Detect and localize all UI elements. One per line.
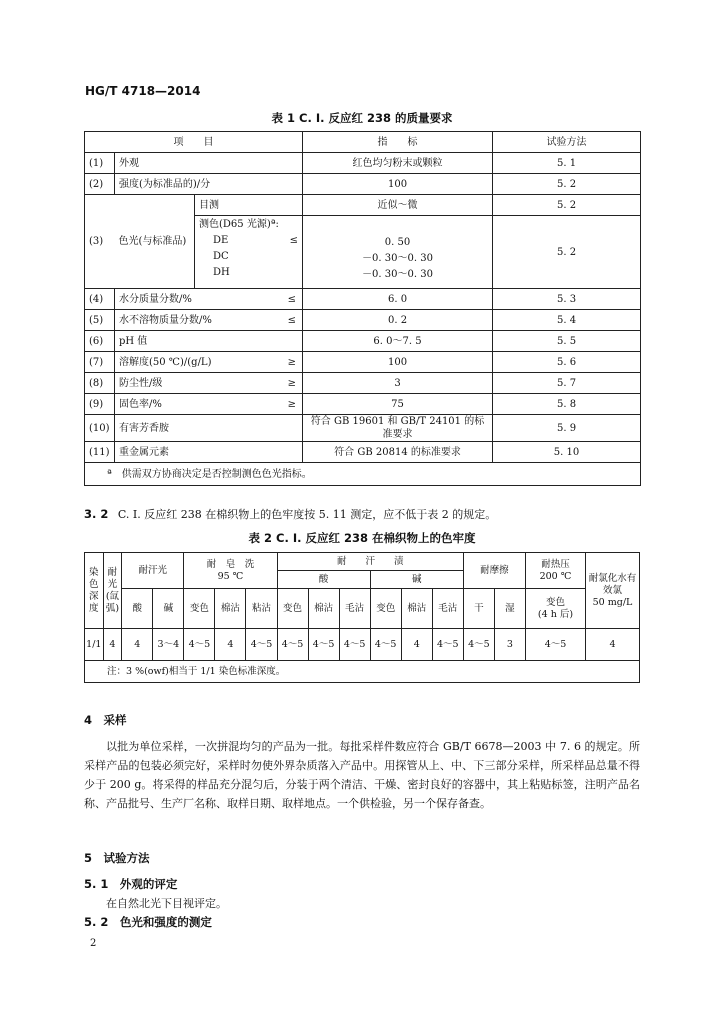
section5-2-heading: 5. 2 色光和强度的测定 bbox=[84, 915, 212, 929]
row-method: 5. 5 bbox=[493, 331, 641, 352]
row-spec: 3 bbox=[303, 373, 493, 394]
shade-de-op: ≤ bbox=[289, 235, 299, 246]
row-spec: 100 bbox=[303, 174, 493, 195]
row-item-cell bbox=[115, 289, 303, 310]
row-item-cell bbox=[115, 310, 303, 331]
section5-1-text: 在自然北光下目视评定。 bbox=[106, 897, 227, 910]
shade-de-label: DE bbox=[213, 235, 229, 246]
row-no: (6) bbox=[85, 331, 115, 352]
row-no: (3) bbox=[85, 195, 115, 289]
table1-caption: 表 1 C. I. 反应红 238 的质量要求 bbox=[271, 111, 453, 125]
row-item: 水不溶物质量分数/% bbox=[119, 314, 212, 326]
row-no: (9) bbox=[85, 394, 115, 415]
row-no: (5) bbox=[85, 310, 115, 331]
h-rub-wet: 湿 bbox=[494, 589, 525, 629]
row-item: 溶解度(50 ℃)/(g/L) bbox=[119, 356, 212, 368]
row-op: ≤ bbox=[287, 314, 297, 326]
quality-requirements-table bbox=[84, 131, 641, 486]
row-method: 5. 8 bbox=[493, 394, 641, 415]
shade-visual-spec: 近似～微 bbox=[303, 195, 493, 216]
row-method: 5. 6 bbox=[493, 352, 641, 373]
row-no: (7) bbox=[85, 352, 115, 373]
clause-3-2 bbox=[84, 506, 496, 522]
h-hot-press-cell bbox=[525, 553, 585, 589]
table-row bbox=[85, 331, 641, 352]
shade-dc-label: DC bbox=[213, 251, 229, 262]
row-method: 5. 9 bbox=[493, 415, 641, 442]
table-row bbox=[85, 394, 641, 415]
color-fastness-table bbox=[84, 552, 640, 683]
row-item-cell bbox=[115, 373, 303, 394]
shade-de-line bbox=[199, 234, 298, 247]
row-method: 5. 2 bbox=[493, 174, 641, 195]
cell-depth: 1/1 bbox=[85, 629, 104, 661]
h-wash-change: 变色 bbox=[184, 589, 215, 629]
shade-de-spec: 0. 50 bbox=[384, 237, 411, 248]
row-item: 有害芳香胺 bbox=[115, 415, 303, 442]
row-spec: 100 bbox=[303, 352, 493, 373]
h-acid-wool: 毛沾 bbox=[339, 589, 370, 629]
cell-rub-dry: 4～5 bbox=[463, 629, 494, 661]
h-chlorine-conc: 50 mg/L bbox=[592, 596, 633, 608]
row-spec: 6. 0～7. 5 bbox=[303, 331, 493, 352]
row-item: 防尘性/级 bbox=[119, 377, 163, 389]
row-no: (1) bbox=[85, 153, 115, 174]
cell-rub-wet: 3 bbox=[494, 629, 525, 661]
cell-alkali-wool: 4～5 bbox=[432, 629, 463, 661]
table-footnote-row bbox=[85, 463, 641, 486]
h-sweat-alkali: 碱 bbox=[153, 589, 184, 629]
h-wash-viscose: 粘沾 bbox=[246, 589, 277, 629]
h-hot-press-change: 变色 bbox=[545, 596, 565, 608]
h-wash-cell bbox=[184, 553, 277, 589]
row-item: 外观 bbox=[115, 153, 303, 174]
h-hot-press-temp: 200 ℃ bbox=[539, 570, 572, 582]
table-row bbox=[85, 153, 641, 174]
h-acid-cotton: 棉沾 bbox=[308, 589, 339, 629]
h-alkali-wool: 毛沾 bbox=[432, 589, 463, 629]
row-item: 固色率/% bbox=[119, 398, 162, 410]
row-spec: 符合 GB 20814 的标准要求 bbox=[303, 442, 493, 463]
cell-alkali-change: 4～5 bbox=[370, 629, 401, 661]
row-item: 重金属元素 bbox=[115, 442, 303, 463]
row-no: (2) bbox=[85, 174, 115, 195]
table-row bbox=[85, 352, 641, 373]
shade-visual-method: 5. 2 bbox=[493, 195, 641, 216]
shade-dh-spec: －0. 30～0. 30 bbox=[362, 269, 433, 280]
section4-heading: 4 采样 bbox=[84, 713, 127, 727]
h-hot-press-change-cell bbox=[525, 589, 585, 629]
row-method: 5. 4 bbox=[493, 310, 641, 331]
h-alkali-change: 变色 bbox=[370, 589, 401, 629]
cell-chlorine: 4 bbox=[586, 629, 640, 661]
row-op: ≥ bbox=[287, 398, 297, 410]
row-method: 5. 3 bbox=[493, 289, 641, 310]
shade-measure-specs bbox=[303, 216, 493, 289]
table1-footnote: ª 供需双方协商决定是否控制测色色光指标。 bbox=[85, 463, 641, 486]
h-wash-cotton: 棉沾 bbox=[215, 589, 246, 629]
header-spec: 指 标 bbox=[303, 132, 493, 153]
h-depth: 染色深度 bbox=[85, 553, 104, 629]
h-rub-dry: 干 bbox=[463, 589, 494, 629]
table2-header-row-1 bbox=[85, 553, 640, 571]
row-item: 强度(为标准品的)/分 bbox=[115, 174, 303, 195]
row-item: pH 值 bbox=[115, 331, 303, 352]
row-method: 5. 10 bbox=[493, 442, 641, 463]
h-wash-temp: 95 ℃ bbox=[217, 570, 244, 582]
shade-measure-cell bbox=[195, 216, 303, 289]
cell-sweat-acid: 4 bbox=[122, 629, 153, 661]
table-row-shade-visual bbox=[85, 195, 641, 216]
cell-wash-viscose: 4～5 bbox=[246, 629, 277, 661]
row-spec: 0. 2 bbox=[303, 310, 493, 331]
row-op: ≥ bbox=[287, 377, 297, 389]
row-no: (11) bbox=[85, 442, 115, 463]
h-hot-press-time: (4 h 后) bbox=[537, 608, 574, 620]
table-row bbox=[85, 629, 640, 661]
row-method: 5. 7 bbox=[493, 373, 641, 394]
h-perspiration: 耐 汗 渍 bbox=[277, 553, 463, 571]
row-item-cell bbox=[115, 352, 303, 373]
table2-note-row bbox=[85, 661, 640, 683]
row-item-cell bbox=[115, 394, 303, 415]
shade-measure-method: 5. 2 bbox=[493, 216, 641, 289]
header-item: 项 目 bbox=[85, 132, 303, 153]
h-wash: 耐 皂 洗 bbox=[206, 558, 255, 570]
table-row bbox=[85, 310, 641, 331]
standard-code: HG/T 4718—2014 bbox=[85, 84, 201, 98]
row-no: (10) bbox=[85, 415, 115, 442]
shade-measure-label: 测色(D65 光源)ª: bbox=[199, 219, 279, 230]
cell-wash-change: 4～5 bbox=[184, 629, 215, 661]
table-header-row bbox=[85, 132, 641, 153]
table2-caption: 表 2 C. I. 反应红 238 在棉织物上的色牢度 bbox=[248, 531, 476, 545]
row-spec: 红色均匀粉末或颗粒 bbox=[303, 153, 493, 174]
table-row bbox=[85, 442, 641, 463]
cell-acid-cotton: 4～5 bbox=[308, 629, 339, 661]
h-alkali: 碱 bbox=[370, 571, 463, 589]
table-row bbox=[85, 373, 641, 394]
table-row bbox=[85, 289, 641, 310]
h-acid: 酸 bbox=[277, 571, 370, 589]
section5-heading: 5 试验方法 bbox=[84, 851, 150, 865]
row-spec: 75 bbox=[303, 394, 493, 415]
cell-acid-wool: 4～5 bbox=[339, 629, 370, 661]
cell-hot-press: 4～5 bbox=[525, 629, 585, 661]
row-op: ≥ bbox=[287, 356, 297, 368]
row-item: 色光(与标准品) bbox=[115, 195, 195, 289]
clause-3-2-number: 3. 2 bbox=[84, 507, 109, 521]
h-sweat-acid: 酸 bbox=[122, 589, 153, 629]
shade-dh-label: DH bbox=[213, 267, 230, 278]
h-chlorine-cell bbox=[586, 553, 640, 629]
row-op: ≤ bbox=[287, 293, 297, 305]
section5-1-heading: 5. 1 外观的评定 bbox=[84, 877, 178, 891]
h-sweat-light: 耐汗光 bbox=[122, 553, 184, 589]
h-hot-press: 耐热压 bbox=[541, 558, 570, 570]
row-spec: 符合 GB 19601 和 GB/T 24101 的标准要求 bbox=[303, 415, 493, 442]
table2-note: 注：3 %(owf)相当于 1/1 染色标准深度。 bbox=[85, 661, 640, 683]
row-no: (8) bbox=[85, 373, 115, 394]
cell-sweat-alkali: 3～4 bbox=[153, 629, 184, 661]
shade-visual-label: 目测 bbox=[195, 195, 303, 216]
page-number: 2 bbox=[90, 938, 97, 949]
row-spec: 6. 0 bbox=[303, 289, 493, 310]
table2-header-row-3 bbox=[85, 589, 640, 629]
h-acid-change: 变色 bbox=[277, 589, 308, 629]
clause-3-2-text: C. I. 反应红 238 在棉织物上的色牢度按 5. 11 测定，应不低于表 2 的规定。 bbox=[117, 508, 497, 521]
cell-acid-change: 4～5 bbox=[277, 629, 308, 661]
h-alkali-cotton: 棉沾 bbox=[401, 589, 432, 629]
h-light: 耐光(氙弧) bbox=[103, 553, 122, 629]
row-method: 5. 1 bbox=[493, 153, 641, 174]
h-rub: 耐摩擦 bbox=[463, 553, 525, 589]
cell-light: 4 bbox=[103, 629, 122, 661]
table-row bbox=[85, 415, 641, 442]
cell-alkali-cotton: 4 bbox=[401, 629, 432, 661]
table-row bbox=[85, 174, 641, 195]
section4-text: 以批为单位采样，一次拼混均匀的产品为一批。每批采样件数应符合 GB/T 6678—2003 中 7. 6 的规定。所采样产品的包装必须完好，采样时勿使外界杂质落入产品中。用探管从上、中、下三部分采样，所采样品总量不得少于 200 g。将采得的样品充分混匀后，分装于两个清洁、干燥、密封良好的容器中，其上粘贴标签，注明产品名称、产品批号、生产厂名称、取样日期、取样地点。一个供检验，另一个保存备查。 bbox=[84, 740, 640, 810]
h-chlorine: 耐氯化水有效氯 bbox=[588, 572, 637, 596]
shade-dc-spec: －0. 30～0. 30 bbox=[362, 253, 433, 264]
row-item: 水分质量分数/% bbox=[119, 293, 192, 305]
cell-wash-cotton: 4 bbox=[215, 629, 246, 661]
header-method: 试验方法 bbox=[493, 132, 641, 153]
row-no: (4) bbox=[85, 289, 115, 310]
